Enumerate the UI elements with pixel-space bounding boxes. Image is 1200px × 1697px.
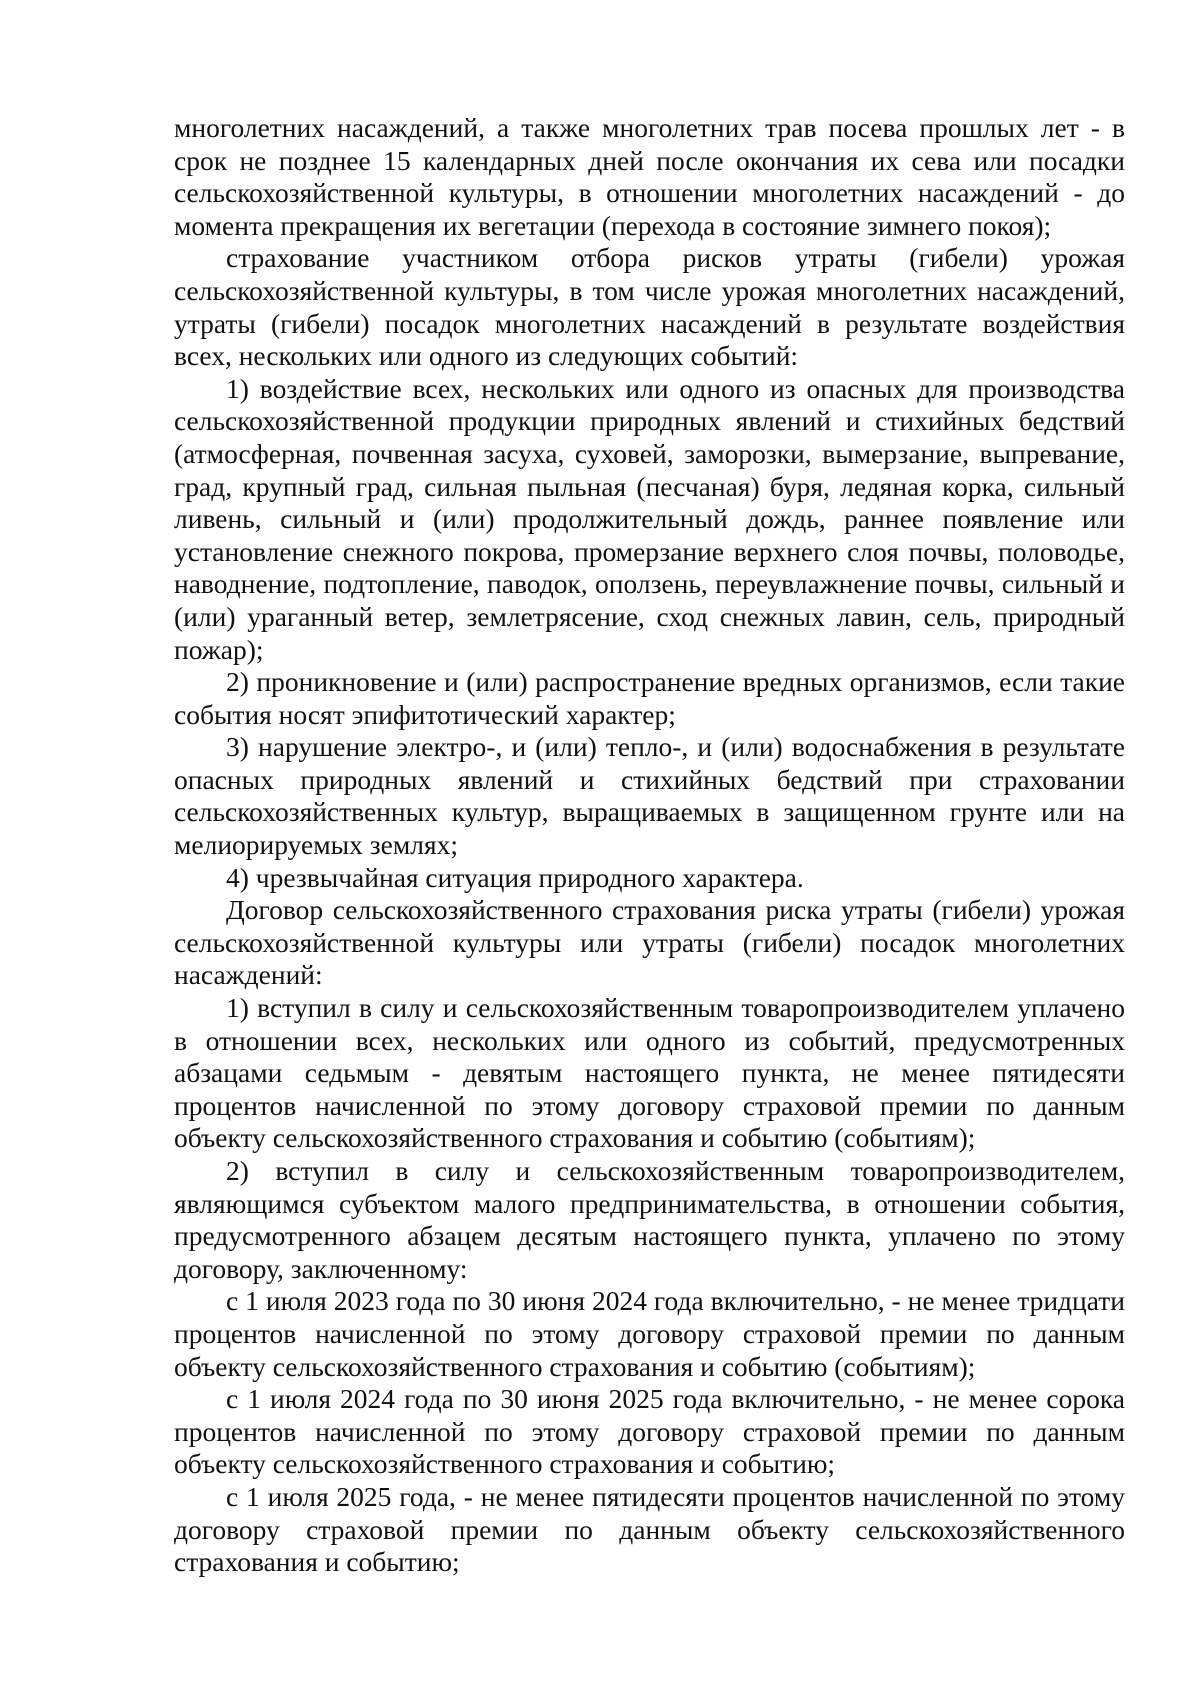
list-item-utility-disruption: 3) нарушение электро-, и (или) тепло-, и (или) водоснабжения в результате опасных природных явлений и стихийных бедствий при страховании сельскохозяйственных культур, выращиваемых в защищенном грунте или на мелиорируемых землях; xyxy=(174,731,1125,861)
paragraph-period-2023: с 1 июля 2023 года по 30 июня 2024 года включительно, - не менее тридцати процентов начисленной по этому договору страховой премии по данным объекту сельскохозяйственного страхования и событию (событиям); xyxy=(174,1285,1125,1382)
list-item-contract-condition-1: 1) вступил в силу и сельскохозяйственным товаропроизводителем уплачено в отношении всех, нескольких или одного из событий, предусмотренных абзацами седьмым - девятым настоящего пункта, не менее пятидесяти процентов начисленной по этому договору страховой премии по данным объекту сельскохозяйственного страхования и событию (событиям); xyxy=(174,992,1125,1154)
list-item-harmful-organisms: 2) проникновение и (или) распространение вредных организмов, если такие события носят эпифитотический характер; xyxy=(174,666,1125,730)
paragraph-insurance-risks: страхование участником отбора рисков утраты (гибели) урожая сельскохозяйственной культуры, в том числе урожая многолетних насаждений, утраты (гибели) посадок многолетних насаждений в результате воздействия всех, нескольких или одного из следующих событий: xyxy=(174,242,1125,372)
list-item-contract-condition-2: 2) вступил в силу и сельскохозяйственным товаропроизводителем, являющимся субъектом малого предпринимательства, в отношении события, предусмотренного абзацем десятым настоящего пункта, уплачено по этому договору, заключенному: xyxy=(174,1155,1125,1284)
paragraph-period-2024: с 1 июля 2024 года по 30 июня 2025 года включительно, - не менее сорока процентов начисленной по этому договору страховой премии по данным объекту сельскохозяйственного страхования и событию; xyxy=(174,1383,1125,1480)
paragraph-insurance-contract: Договор сельскохозяйственного страхования риска утраты (гибели) урожая сельскохозяйственной культуры или утраты (гибели) посадок многолетних насаждений: xyxy=(174,894,1125,991)
list-item-natural-hazards: 1) воздействие всех, нескольких или одного из опасных для производства сельскохозяйственной продукции природных явлений и стихийных бедствий (атмосферная, почвенная засуха, суховей, заморозки, вымерзание, выпревание, град, крупный град, сильная пыльная (песчаная) буря, ледяная корка, сильный ливень, сильный и (или) продолжительный дождь, раннее появление или установление снежного покрова, промерзание верхнего слоя почвы, половодье, наводнение, подтопление, паводок, оползень, переувлажнение почвы, сильный и (или) ураганный ветер, землетрясение, сход снежных лавин, сель, природный пожар); xyxy=(174,372,1125,665)
list-item-emergency: 4) чрезвычайная ситуация природного характера. xyxy=(226,861,804,893)
document-body xyxy=(174,112,1125,1579)
paragraph-continuation: многолетних насаждений, а также многолетних трав посева прошлых лет - в срок не позднее 15 календарных дней после окончания их сева или посадки сельскохозяйственной культуры, в отношении многолетних насаждений - до момента прекращения их вегетации (перехода в состояние зимнего покоя); xyxy=(174,112,1125,241)
paragraph-period-2025: с 1 июля 2025 года, - не менее пятидесяти процентов начисленной по этому договору страховой премии по данным объекту сельскохозяйственного страхования и событию; xyxy=(174,1480,1125,1578)
